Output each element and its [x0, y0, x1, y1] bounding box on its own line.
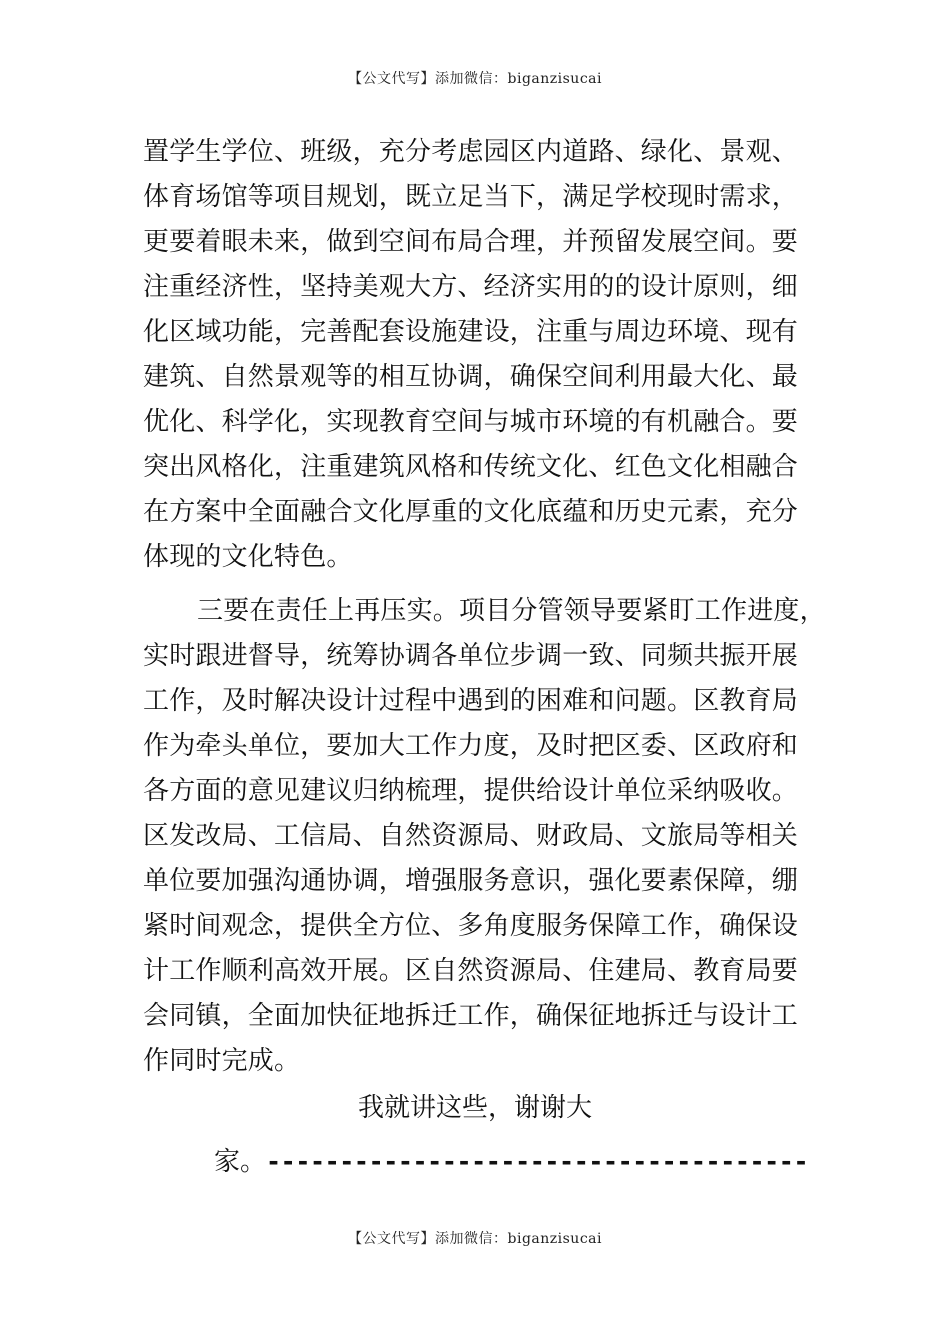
paragraph-2 [143, 589, 833, 1084]
closing-remark: 我就讲这些，谢谢大 [357, 1093, 592, 1123]
paragraph-1 [143, 130, 833, 580]
paragraph-line: 三要在责任上再压实。项目分管领导要紧盯工作进度， [197, 596, 826, 626]
paragraph-line: 紧时间观念，提供全方位、多角度服务保障工作，确保设 [143, 911, 799, 941]
paragraph-line: 单位要加强沟通协调，增强服务意识，强化要素保障，绷 [143, 866, 799, 896]
paragraph-line: 计工作顺利高效开展。区自然资源局、住建局、教育局要 [143, 956, 799, 986]
paragraph-line: 实时跟进督导，统筹协调各单位步调一致、同频共振开展 [143, 641, 799, 671]
paragraph-line: 化区域功能，完善配套设施建设，注重与周边环境、现有 [143, 317, 799, 347]
paragraph-line: 更要着眼未来，做到空间布局合理，并预留发展空间。要 [143, 227, 799, 257]
paragraph-line: 优化、科学化，实现教育空间与城市环境的有机融合。要 [143, 407, 799, 437]
paragraph-line: 各方面的意见建议归纳梳理，提供给设计单位采纳吸收。 [143, 776, 799, 806]
paragraph-line: 建筑、自然景观等的相互协调，确保空间利用最大化、最 [143, 362, 799, 392]
paragraph-line: 工作，及时解决设计过程中遇到的困难和问题。区教育局 [143, 686, 799, 716]
page-header: 【公文代写】添加微信：biganzisucai [348, 71, 602, 87]
dash-divider: ------------------------------------- [266, 1147, 809, 1176]
paragraph-line: 置学生学位、班级，充分考虑园区内道路、绿化、景观、 [143, 137, 799, 167]
paragraph-line: 区发改局、工信局、自然资源局、财政局、文旅局等相关 [143, 821, 799, 851]
paragraph-line: 体现的文化特色。 [143, 542, 353, 572]
closing-text: 家。 [214, 1147, 267, 1177]
paragraph-line: 突出风格化，注重建筑风格和传统文化、红色文化相融合 [143, 452, 799, 482]
paragraph-line: 体育场馆等项目规划，既立足当下，满足学校现时需求， [143, 182, 799, 212]
closing-remark-continued [214, 1139, 808, 1185]
paragraph-line: 作同时完成。 [143, 1046, 301, 1076]
paragraph-line: 在方案中全面融合文化厚重的文化底蕴和历史元素，充分 [143, 497, 799, 527]
paragraph-line: 注重经济性，坚持美观大方、经济实用的的设计原则，细 [143, 272, 799, 302]
page-footer: 【公文代写】添加微信：biganzisucai [348, 1231, 602, 1247]
paragraph-line: 作为牵头单位，要加大工作力度，及时把区委、区政府和 [143, 731, 799, 761]
paragraph-line: 会同镇，全面加快征地拆迁工作，确保征地拆迁与设计工 [143, 1001, 799, 1031]
document-body [143, 130, 833, 1084]
